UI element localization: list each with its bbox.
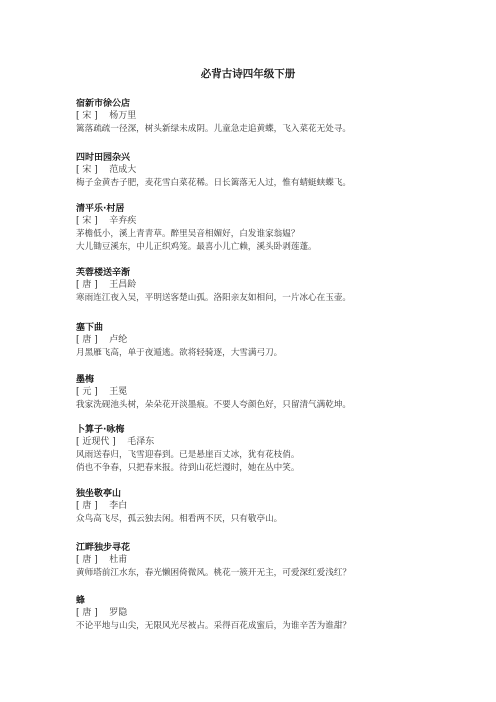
poem-title: 独坐敬亭山 [76, 489, 122, 499]
poem-dynasty: 宋 [82, 216, 92, 226]
poem-dynasty: 宋 [82, 165, 92, 175]
poem-block [76, 267, 476, 305]
poem-block [76, 322, 476, 360]
poem-dynasty-author: [ 唐 ] 杜甫 [76, 555, 128, 565]
poem-author: 罗隐 [109, 608, 128, 618]
poem-dynasty: 唐 [82, 501, 92, 511]
poem-block [76, 542, 476, 580]
poem-line: 我家洗砚池头树，朵朵花开淡墨痕。不要人夸颜色好，只留清气满乾坤。 [76, 400, 352, 410]
poem-title: 江畔独步寻花 [76, 543, 131, 553]
poem-dynasty: 唐 [82, 280, 92, 290]
poem-dynasty-author: [ 元 ] 王冕 [76, 387, 128, 397]
poem-line: 月黑雁飞高，单于夜遁逃。欲将轻骑逐，大雪满弓刀。 [76, 348, 283, 358]
poem-dynasty: 元 [82, 387, 92, 397]
poem-line: 俏也不争春，只把春来报。待到山花烂漫时，她在丛中笑。 [76, 463, 300, 473]
poem-dynasty-author: [ 宋 ] 辛弃疾 [76, 216, 137, 226]
poem-dynasty: 宋 [82, 111, 92, 121]
poem-block [76, 374, 476, 412]
poem-dynasty-author: [ 近现代 ] 毛泽东 [76, 437, 155, 447]
poem-block [76, 203, 476, 254]
poem-dynasty-author: [ 唐 ] 卢纶 [76, 335, 128, 345]
poem-line: 不论平地与山尖，无限风光尽被占。采得百花成蜜后，为谁辛苦为谁甜？ [76, 621, 352, 631]
poem-title: 卜算子·咏梅 [76, 425, 125, 435]
poem-title: 宿新市徐公店 [76, 99, 131, 109]
poem-title: 蜂 [76, 596, 86, 606]
poem-dynasty: 近现代 [82, 437, 110, 447]
poem-line: 风雨送春归，飞雪迎春到。已是悬崖百丈冰，犹有花枝俏。 [76, 450, 300, 460]
poem-block [76, 152, 476, 190]
poem-dynasty: 唐 [82, 335, 92, 345]
poem-block [76, 424, 476, 475]
poem-block [76, 595, 476, 633]
poem-line: 寒雨连江夜入吴，平明送客楚山孤。洛阳亲友如相问，一片冰心在玉壶。 [76, 293, 352, 303]
poem-line: 众鸟高飞尽，孤云独去闲。相看两不厌，只有敬亭山。 [76, 514, 283, 524]
poem-author: 杜甫 [109, 555, 128, 565]
document-title: 必背古诗四年级下册 [200, 68, 296, 80]
poem-dynasty-author: [ 宋 ] 范成大 [76, 165, 137, 175]
poem-dynasty-author: [ 唐 ] 王昌龄 [76, 280, 137, 290]
poem-line: 梅子金黄杏子肥，麦花雪白菜花稀。日长篱落无人过，惟有蜻蜓蛱蝶飞。 [76, 178, 352, 188]
poem-title: 四时田园杂兴 [76, 153, 131, 163]
poem-title: 清平乐·村居 [76, 204, 125, 214]
poem-dynasty-author: [ 宋 ] 杨万里 [76, 111, 137, 121]
poem-dynasty-author: [ 唐 ] 罗隐 [76, 608, 128, 618]
poem-author: 卢纶 [109, 335, 128, 345]
poem-author: 李白 [109, 501, 128, 511]
poem-title: 塞下曲 [76, 323, 104, 333]
poem-line: 茅檐低小，溪上青青草。醉里吴音相媚好，白发谁家翁媪？ [76, 229, 300, 239]
poem-author: 辛弃疾 [109, 216, 137, 226]
poem-line: 黄师塔前江水东，春光懒困倚微风。桃花一簇开无主，可爱深红爱浅红？ [76, 568, 352, 578]
poem-author: 王昌龄 [109, 280, 137, 290]
poem-dynasty-author: [ 唐 ] 李白 [76, 501, 128, 511]
poem-title: 芙蓉楼送辛渐 [76, 268, 131, 278]
poem-dynasty: 唐 [82, 555, 92, 565]
poem-block [76, 98, 476, 136]
poem-author: 毛泽东 [127, 437, 155, 447]
poem-author: 范成大 [109, 165, 137, 175]
poem-line: 篱落疏疏一径深，树头新绿未成阴。儿童急走追黄蝶，飞入菜花无处寻。 [76, 124, 352, 134]
poem-dynasty: 唐 [82, 608, 92, 618]
poem-line: 大儿锄豆溪东，中儿正织鸡笼。最喜小儿亡赖，溪头卧剥莲蓬。 [76, 242, 317, 252]
poem-author: 王冕 [109, 387, 128, 397]
poem-title: 墨梅 [76, 375, 95, 385]
poem-author: 杨万里 [109, 111, 137, 121]
poem-block [76, 488, 476, 526]
